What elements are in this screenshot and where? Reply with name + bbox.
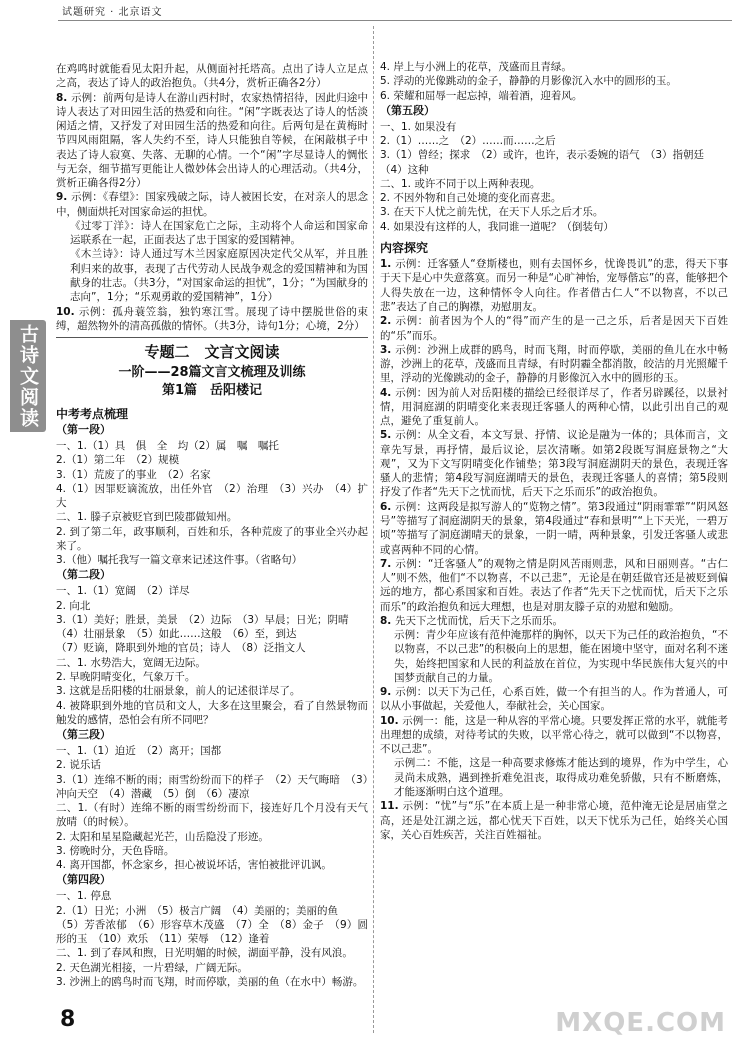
answer-line: 3. 在天下人忧之前先忧，在天下人乐之后才乐。 bbox=[380, 206, 604, 219]
right-column bbox=[380, 60, 728, 842]
answer-line: 2.（1）日光；小洲 （5）极言广阔 （4）美丽的；美丽的鱼 bbox=[56, 904, 339, 917]
answer-line: 4. 如果没有这样的人，我同谁一道呢？（倒装句） bbox=[380, 220, 614, 233]
answer-line: 二、1. 或许不同于以上两种表现。 bbox=[380, 177, 541, 190]
item-text: 示例：前两句是诗人在游山西村时，农家热情招待，因此归途中诗人表达了对田园生活的热爱和向往。“闲”字既表达了诗人的恬淡闲适之情，又抒发了对田园生活的热爱和向往。后两句是在黄梅时节四风雨阻隔，客人失约不至，诗人只能独自等候，在闲敲棋子中表达了诗人寂寞、失落、无聊的心情。一个“闲”字尽显诗人的惆怅与无奈，细节描写更能让人微妙体会出诗人的心理活动。（共4分，赏析正确各得2分） bbox=[56, 91, 368, 190]
answer-line: 在鸡鸣时就能看见太阳升起，从侧面衬托塔高。点出了诗人立足点之高，表达了诗人的政治抱负。（共4分，赏析正确各2分） bbox=[56, 63, 368, 90]
answer-line: 2.（1）第二年 （2）规模 bbox=[56, 454, 180, 467]
item-text: 示例二：不能，这是一种高要求修炼才能达到的境界，作为中学生，心灵尚未成熟，遇到挫折难免沮丧，取得成功难免骄傲，只有不断磨炼，才能逐渐明白这个道理。 bbox=[394, 757, 728, 799]
item-text: 示例：沙洲上成群的鸥鸟，时而飞翔，时而停歇，美丽的鱼儿在水中畅游，沙洲上的花草，茂盛而且青绿，有时阴霾全都消散，皎洁的月光照耀千里，浮动的光像跳动的金子，静静的月影像沉入水中的圆形的玉。 bbox=[380, 343, 729, 385]
content-answer-list bbox=[380, 257, 728, 842]
content-heading: 内容探究 bbox=[380, 240, 429, 255]
para1-list bbox=[56, 439, 368, 567]
topic-title: 专题二 文言文阅读 bbox=[144, 343, 280, 362]
answer-line: 3. 这就是岳阳楼的壮丽景象，前人的记述很详尽了。 bbox=[56, 685, 301, 698]
answer-line: 二、1. 水势浩大，宽阔无边际。 bbox=[56, 656, 206, 669]
answer-item bbox=[380, 343, 728, 386]
item-number: 10. bbox=[56, 305, 79, 318]
answer-line: 3. 沙洲上的鸥鸟时而飞翔，时而停歇，美丽的鱼（在水中）畅游。 bbox=[56, 975, 364, 988]
answer-item bbox=[380, 257, 728, 314]
item-text: 示例：迁客骚人“登斯楼也，则有去国怀乡，忧谗畏讥”的悲，得天下事于天下是心中失意落寞。而另一种是“心旷神怡，宠辱偕忘”的喜，能够把个人得失放在一边，这种情怀令人向往。作者借古仁人“不以物喜，不以己悲”表达了自己的胸襟，劝慰朋友。 bbox=[380, 258, 728, 313]
answer-line: 2. 向北 bbox=[56, 599, 91, 612]
answer-item bbox=[380, 314, 728, 343]
answer-line: （4）这种 bbox=[380, 163, 429, 176]
answer-item bbox=[380, 685, 728, 714]
answer-line: 2. 说乐话 bbox=[56, 759, 101, 772]
left-top-block bbox=[56, 62, 368, 91]
answer-line: 4. 岸上与小洲上的花草，茂盛而且青绿。 bbox=[380, 61, 572, 73]
answer-line: 2. 太阳和星星隐藏起光芒，山岳隐没了形迹。 bbox=[56, 830, 269, 843]
answer-line: 二、1. 滕子京被贬官到巴陵郡做知州。 bbox=[56, 511, 238, 524]
item-number: 8. bbox=[56, 91, 72, 104]
left-answer-list bbox=[56, 91, 368, 334]
answer-line: 一、1. 停息 bbox=[56, 890, 112, 903]
item-number: 5. bbox=[380, 429, 396, 442]
answer-item bbox=[56, 91, 368, 191]
item-number: 10. bbox=[380, 714, 403, 727]
answer-line: （4）壮丽景象 （5）如此……这般 （6）至，到达 bbox=[56, 628, 297, 641]
item-text: 示例：“迁客骚人”的观物之情是阴风苦雨则悲，风和日丽则喜。“古仁人”则不然，他们“不以物喜，不以己悲”，无论是在朝廷做官还是被贬到偏远的地方，都心系国家和百姓。表达了作者“先天下之忧而忧，后天下之乐而乐”的政治抱负和远大理想，也是对朋友滕子京的劝慰和勉励。 bbox=[380, 557, 728, 613]
item-text: 示例：这两段是拟写游人的“览物之情”。第3段通过“阴雨霏霏”“阴风怒号”等描写了洞庭湖阴天的景象，第4段通过“春和景明”“上下天光，一碧万顷”等描写了洞庭湖晴天的景象，一阴一晴，两种景象，引发迁客骚人或悲或喜两种不同的心情。 bbox=[380, 500, 728, 556]
answer-line: 4. 离开国都，怀念家乡，担心被说坏话，害怕被批评讥讽。 bbox=[56, 859, 332, 872]
para4-label: （第四段） bbox=[56, 873, 111, 887]
article-title: 第1篇 岳阳楼记 bbox=[161, 383, 263, 399]
answer-line: 3. 傍晚时分，天色昏暗。 bbox=[56, 844, 175, 857]
para5-label: （第五段） bbox=[380, 103, 435, 117]
answer-item bbox=[380, 614, 728, 628]
item-text: 示例：青少年应该有范仲淹那样的胸怀，以天下为己任的政治抱负，“不以物喜，不以己悲”的积极向上的思想，能在困境中坚守，面对名利不迷失，始终把国家和人民的利益放在首位，为实现中华民族伟大复兴的中国梦贡献自己的力量。 bbox=[394, 629, 728, 684]
para2-list bbox=[56, 584, 368, 727]
page-number: 8 bbox=[60, 1007, 76, 1033]
answer-line: 一、1.（1）宽阔 （2）详尽 bbox=[56, 585, 190, 598]
answer-line: 一、1. 如果没有 bbox=[380, 120, 457, 133]
answer-line: （5）芳香浓郁 （6）形容草木茂盛 （7）全 （8）金子 （9）圆形的玉 （10）欢乐 （11）荣辱 （12）逢着 bbox=[56, 918, 368, 946]
answer-line: 3.（1）曾经；探求 （2）或许，也许，表示委婉的语气 （3）指朝廷 bbox=[380, 149, 705, 162]
answer-item bbox=[380, 714, 728, 757]
item-number: 9. bbox=[380, 686, 396, 699]
answer-line: 2. 天色湖光相接，一片碧绿，广阔无际。 bbox=[56, 961, 248, 974]
section-rule bbox=[56, 337, 368, 338]
answer-item bbox=[380, 628, 728, 685]
answer-item bbox=[380, 500, 728, 557]
section-heading: 中考考点梳理 bbox=[56, 406, 129, 421]
item-number: 9. bbox=[56, 191, 72, 204]
answer-line: 2. 到了第二年，政事顺利，百姓和乐，各种荒废了的事业全兴办起来了。 bbox=[56, 525, 368, 552]
item-number: 6. bbox=[380, 500, 396, 513]
item-text: 先天下之忧而忧，后天下之乐而乐。 bbox=[394, 614, 563, 627]
answer-line: 3.（他）嘱托我写一篇文章来记述这件事。（省略句） bbox=[56, 554, 303, 567]
column-divider bbox=[373, 26, 374, 1033]
header-rule bbox=[58, 20, 732, 21]
item-text: 示例：孤舟蓑笠翁，独钓寒江雪。展现了诗中摆脱世俗的束缚，超然物外的清高孤傲的情怀。（共3分，诗句1分；心境，2分） bbox=[56, 305, 368, 332]
answer-line: 一、1.（1）迫近 （2）离开；国都 bbox=[56, 745, 222, 757]
answer-item bbox=[56, 247, 368, 304]
item-text: 示例：从全文看，本文写景、抒情、议论是融为一体的；具体而言，文章先写景，再抒情，最后议论，层次清晰。如第2段既写洞庭景物之“大观”，又为下文写阴晴变化作铺垫；第3段写洞庭湖阴天的景色，表现迁客骚人的悲情；第4段写洞庭湖晴天的景色，表现迁客骚人的喜情；第5段则抒发了作者“先天下之忧而忧，后天下之乐而乐”的政治抱负。 bbox=[380, 429, 729, 499]
item-number: 2. bbox=[380, 315, 396, 328]
answer-line: 二、1.（有时）连绵不断的雨雪纷纷而下，接连好几个月没有天气放晴（的时候）。 bbox=[56, 802, 368, 829]
item-text: 《木兰诗》：诗人通过写木兰因家庭原因决定代父从军，并且胜利归来的故事，表现了古代劳动人民战争观念的爱国精神和为国献身的壮志。（共3分，“对国家命运的担忧”，1分；“为国献身的志向”，1分；“乐观勇敢的爱国精神”，1分） bbox=[70, 248, 368, 304]
answer-line: 3.（1）荒废了的事业 （2）名家 bbox=[56, 468, 211, 481]
answer-item bbox=[380, 557, 728, 614]
item-number: 4. bbox=[380, 386, 396, 399]
answer-line: 二、1. 到了春风和煦，日光明媚的时候，湖面平静，没有风浪。 bbox=[56, 947, 353, 960]
answer-line: 5. 浮动的光像跳动的金子，静静的月影像沉入水中的圆形的玉。 bbox=[380, 75, 677, 88]
para4-list bbox=[56, 889, 368, 989]
item-text: 示例：以天下为己任，心系百姓，做一个有担当的人。作为普通人，可以从小事做起，关爱他人，奉献社会，关心国家。 bbox=[380, 686, 729, 713]
right-top-block bbox=[380, 60, 728, 103]
answer-line: 一、1.（1）具 俱 全 均（2）属 嘱 嘱托 bbox=[56, 440, 279, 453]
answer-item bbox=[380, 799, 728, 842]
answer-line: 4.（1）因罪贬谪流放，出任外官 （2）治理 （3）兴办 （4）扩大 bbox=[56, 482, 368, 510]
answer-item bbox=[380, 386, 728, 429]
item-text: 示例：“忧”与“乐”在本质上是一种非常心境，范仲淹无论是居庙堂之高，还是处江湖之远，都心忧天下百姓，以天下忧乐为己任，始终关心国家，关心百姓疾苦，关注百姓福祉。 bbox=[380, 800, 728, 841]
answer-line: 4. 被降职到外地的官员和文人，大多在这里聚会，看了自然景物而触发的感情，恐怕会有所不同吧？ bbox=[56, 699, 368, 726]
answer-line: 2.（1）……之 （2）……而……之后 bbox=[380, 135, 556, 148]
item-text: 示例：前者因为个人的“得”而产生的是一己之乐，后者是因天下百姓的“乐”而乐。 bbox=[380, 315, 728, 342]
answer-line: 2. 早晚阴晴变化，气象万千。 bbox=[56, 670, 196, 683]
item-number: 3. bbox=[380, 343, 396, 356]
watermark-logo: MXQE.COM bbox=[555, 1007, 726, 1038]
item-text: 《过零丁洋》：诗人在国家危亡之际，主动将个人命运和国家命运联系在一起，正面表达了忠于国家的爱国精神。 bbox=[70, 219, 368, 247]
para5-list bbox=[380, 120, 728, 234]
item-text: 示例一：能，这是一种从容的平常心境。只要发挥正常的水平，就能考出理想的成绩，对待考试的失败，以平常心待之，就可以做到“不以物喜，不以己悲”。 bbox=[380, 714, 728, 756]
para3-label: （第三段） bbox=[56, 728, 111, 742]
answer-line: 2. 不因外物和自己处境的变化而喜悲。 bbox=[380, 192, 562, 205]
item-number: 8. bbox=[380, 614, 395, 627]
answer-item bbox=[56, 190, 368, 219]
item-number: 11. bbox=[380, 800, 403, 813]
para1-label: （第一段） bbox=[56, 423, 111, 437]
running-header: 试题研究 · 北京语文 bbox=[62, 7, 163, 18]
item-text: 示例：《春望》：国家残破之际，诗人被困长安，在对亲人的思念中，侧面烘托对国家命运的担忧。 bbox=[56, 191, 369, 218]
topic-subtitle: 一阶——28篇文言文梳理及训练 bbox=[118, 365, 306, 381]
answer-item bbox=[56, 305, 368, 334]
answer-line: 3.（1）美好；胜景，美景 （2）边际 （3）早晨；日光；阴晴 bbox=[56, 613, 349, 626]
para2-label: （第二段） bbox=[56, 568, 111, 582]
item-number: 7. bbox=[380, 557, 396, 570]
answer-item bbox=[56, 219, 368, 248]
para3-list bbox=[56, 744, 368, 872]
answer-line: （7）贬谪，降职到外地的官员；诗人 （8）泛指文人 bbox=[56, 642, 306, 655]
item-text: 示例：因为前人对岳阳楼的描绘已经很详尽了，作者另辟蹊径，以景衬情，用洞庭湖的阴晴变化来表现迁客骚人的两种心情，以此引出自己的观点，避免了重复前人。 bbox=[380, 386, 729, 428]
section-side-tab: 古诗文阅读 bbox=[10, 320, 46, 432]
answer-line: 6. 荣耀和屈辱一起忘掉，端着酒，迎着风。 bbox=[380, 89, 583, 102]
item-number: 1. bbox=[380, 258, 396, 271]
left-column bbox=[56, 62, 368, 989]
answer-item bbox=[380, 756, 728, 799]
answer-line: 3.（1）连绵不断的雨；雨雪纷纷而下的样子 （2）天气晦暗 （3）冲向天空 （4）潜藏 （5）倒 （6）凄凉 bbox=[56, 773, 368, 800]
answer-item bbox=[380, 428, 728, 499]
